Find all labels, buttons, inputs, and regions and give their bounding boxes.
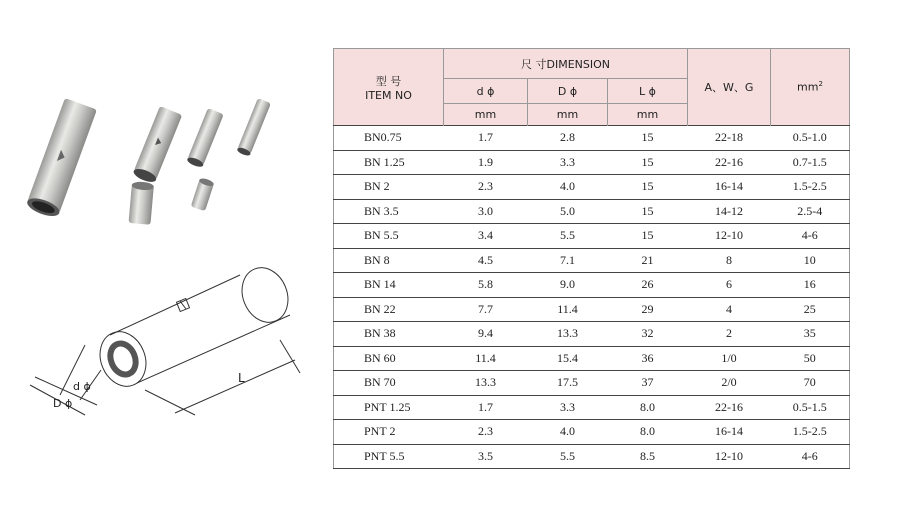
table-row (334, 371, 850, 396)
cell-D: 4.0 (528, 420, 608, 445)
L-col-header: L ϕ (608, 79, 688, 104)
cell-mm2: 0.7-1.5 (771, 150, 850, 175)
cell-d: 11.4 (444, 346, 528, 371)
cell-D: 3.3 (528, 395, 608, 420)
cell-item: BN 1.25 (334, 150, 444, 175)
cell-awg: 2/0 (688, 371, 771, 396)
cell-mm2: 4-6 (771, 444, 850, 469)
cell-D: 17.5 (528, 371, 608, 396)
cell-item: BN0.75 (334, 126, 444, 151)
cell-mm2: 16 (771, 273, 850, 298)
cell-mm2: 50 (771, 346, 850, 371)
cell-D: 11.4 (528, 297, 608, 322)
cell-mm2: 35 (771, 322, 850, 347)
cell-D: 15.4 (528, 346, 608, 371)
table-row (334, 224, 850, 249)
cell-mm2: 10 (771, 248, 850, 273)
cell-L: 8.0 (608, 395, 688, 420)
cell-d: 2.3 (444, 420, 528, 445)
short-connector-image (191, 177, 215, 211)
cell-item: BN 38 (334, 322, 444, 347)
mm2-base: mm (797, 80, 819, 94)
mm2-header (771, 49, 850, 126)
cell-L: 8.0 (608, 420, 688, 445)
table-body (334, 126, 850, 469)
medium-connector-image (132, 106, 182, 185)
cell-item: PNT 5.5 (334, 444, 444, 469)
cell-awg: 12-10 (688, 444, 771, 469)
cell-awg: 22-16 (688, 395, 771, 420)
cell-d: 3.5 (444, 444, 528, 469)
cell-d: 3.0 (444, 199, 528, 224)
cell-L: 15 (608, 126, 688, 151)
table-row (334, 248, 850, 273)
cell-item: BN 22 (334, 297, 444, 322)
table-row (334, 346, 850, 371)
cell-D: 5.5 (528, 224, 608, 249)
table-row (334, 322, 850, 347)
cell-item: PNT 2 (334, 420, 444, 445)
diagram-label-D: D ϕ (53, 397, 73, 410)
cell-mm2: 2.5-4 (771, 199, 850, 224)
item-header-cn: 型 号 (375, 74, 402, 88)
diagram-label-d: d ϕ (73, 380, 91, 393)
dimension-header: 尺 寸DIMENSION (444, 49, 688, 79)
diagram-label-L: L (238, 371, 245, 385)
table-row (334, 395, 850, 420)
cell-awg: 6 (688, 273, 771, 298)
d-unit: mm (444, 104, 528, 126)
d-col-header: d ϕ (444, 79, 528, 104)
cell-item: BN 8 (334, 248, 444, 273)
cell-D: 5.0 (528, 199, 608, 224)
cell-D: 4.0 (528, 175, 608, 200)
cell-L: 26 (608, 273, 688, 298)
cell-item: BN 5.5 (334, 224, 444, 249)
cell-L: 32 (608, 322, 688, 347)
cell-item: BN 70 (334, 371, 444, 396)
cell-L: 29 (608, 297, 688, 322)
cell-item: BN 3.5 (334, 199, 444, 224)
cell-mm2: 0.5-1.0 (771, 126, 850, 151)
cell-mm2: 0.5-1.5 (771, 395, 850, 420)
cell-d: 3.4 (444, 224, 528, 249)
mm2-sup: 2 (818, 80, 823, 89)
cell-mm2: 1.5-2.5 (771, 175, 850, 200)
table-row (334, 150, 850, 175)
large-connector-image (25, 98, 97, 220)
cell-mm2: 70 (771, 371, 850, 396)
cell-d: 13.3 (444, 371, 528, 396)
table-row (334, 297, 850, 322)
table-row (334, 175, 850, 200)
cell-awg: 14-12 (688, 199, 771, 224)
table-row (334, 420, 850, 445)
D-unit: mm (528, 104, 608, 126)
dimension-table (333, 48, 850, 469)
item-header (334, 49, 444, 126)
cell-L: 15 (608, 199, 688, 224)
cell-D: 5.5 (528, 444, 608, 469)
cell-d: 9.4 (444, 322, 528, 347)
cell-D: 3.3 (528, 150, 608, 175)
cell-d: 2.3 (444, 175, 528, 200)
cell-awg: 22-16 (688, 150, 771, 175)
cell-awg: 16-14 (688, 175, 771, 200)
dimension-diagram (25, 255, 325, 430)
cell-D: 2.8 (528, 126, 608, 151)
cell-mm2: 25 (771, 297, 850, 322)
cell-D: 9.0 (528, 273, 608, 298)
cell-d: 4.5 (444, 248, 528, 273)
L-unit: mm (608, 104, 688, 126)
cell-d: 1.7 (444, 395, 528, 420)
cell-d: 1.9 (444, 150, 528, 175)
small-connector-image (186, 108, 224, 169)
cell-item: BN 2 (334, 175, 444, 200)
cell-awg: 1/0 (688, 346, 771, 371)
awg-header: A、W、G (688, 49, 771, 126)
cell-awg: 8 (688, 248, 771, 273)
cell-mm2: 1.5-2.5 (771, 420, 850, 445)
table-row (334, 444, 850, 469)
cell-L: 37 (608, 371, 688, 396)
cell-awg: 22-18 (688, 126, 771, 151)
cell-L: 15 (608, 224, 688, 249)
cell-awg: 12-10 (688, 224, 771, 249)
cell-L: 21 (608, 248, 688, 273)
cell-item: PNT 1.25 (334, 395, 444, 420)
cell-awg: 4 (688, 297, 771, 322)
product-photo (20, 78, 320, 248)
cell-d: 7.7 (444, 297, 528, 322)
cell-D: 7.1 (528, 248, 608, 273)
cell-awg: 2 (688, 322, 771, 347)
cell-L: 36 (608, 346, 688, 371)
cell-L: 8.5 (608, 444, 688, 469)
cell-item: BN 60 (334, 346, 444, 371)
table-row (334, 273, 850, 298)
cell-awg: 16-14 (688, 420, 771, 445)
cell-d: 1.7 (444, 126, 528, 151)
item-header-en: ITEM NO (365, 88, 412, 102)
table-row (334, 126, 850, 151)
cell-d: 5.8 (444, 273, 528, 298)
cell-L: 15 (608, 150, 688, 175)
small-connector-image (236, 98, 271, 157)
cell-mm2: 4-6 (771, 224, 850, 249)
table-row (334, 199, 850, 224)
cell-L: 15 (608, 175, 688, 200)
short-connector-image (129, 181, 155, 225)
D-col-header: D ϕ (528, 79, 608, 104)
cell-D: 13.3 (528, 322, 608, 347)
cell-item: BN 14 (334, 273, 444, 298)
